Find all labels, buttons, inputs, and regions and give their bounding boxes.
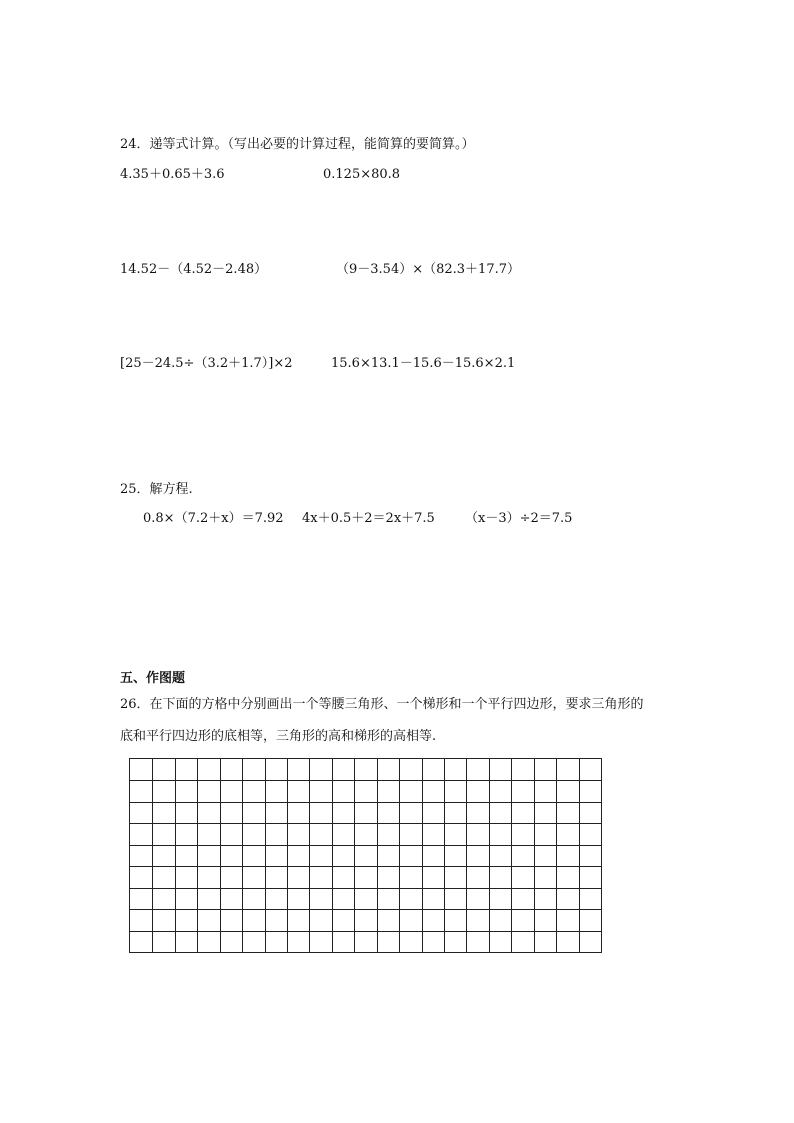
q24-expr-1: 4.35＋0.65＋3.6 bbox=[120, 167, 225, 182]
q25-eq-3: （x－3）÷2＝7.5 bbox=[465, 511, 573, 526]
q25-eq-2: 4x＋0.5＋2＝2x＋7.5 bbox=[302, 511, 435, 526]
q25-title: 25．解方程. bbox=[120, 482, 193, 497]
q24-expr-4: （9－3.54）×（82.3＋17.7） bbox=[336, 262, 520, 277]
q24-expr-5: [25－24.5÷（3.2＋1.7）]×2 bbox=[120, 356, 293, 371]
q24-title: 24．递等式计算。（写出必要的计算过程，能简算的要简算。） bbox=[120, 137, 475, 152]
drawing-grid[interactable] bbox=[129, 758, 602, 953]
q24-expr-6: 15.6×13.1－15.6－15.6×2.1 bbox=[331, 356, 516, 371]
section-heading: 五、作图题 bbox=[120, 671, 186, 686]
q26-line-2: 底和平行四边形的底相等，三角形的高和梯形的高相等. bbox=[120, 729, 437, 744]
q25-eq-1: 0.8×（7.2＋x）＝7.92 bbox=[143, 511, 284, 526]
q24-expr-2: 0.125×80.8 bbox=[323, 167, 401, 182]
grid-lines bbox=[130, 759, 603, 954]
q24-expr-3: 14.52－（4.52－2.48） bbox=[120, 262, 268, 277]
q26-line-1: 26．在下面的方格中分别画出一个等腰三角形、一个梯形和一个平行四边形，要求三角形的 bbox=[120, 697, 644, 712]
